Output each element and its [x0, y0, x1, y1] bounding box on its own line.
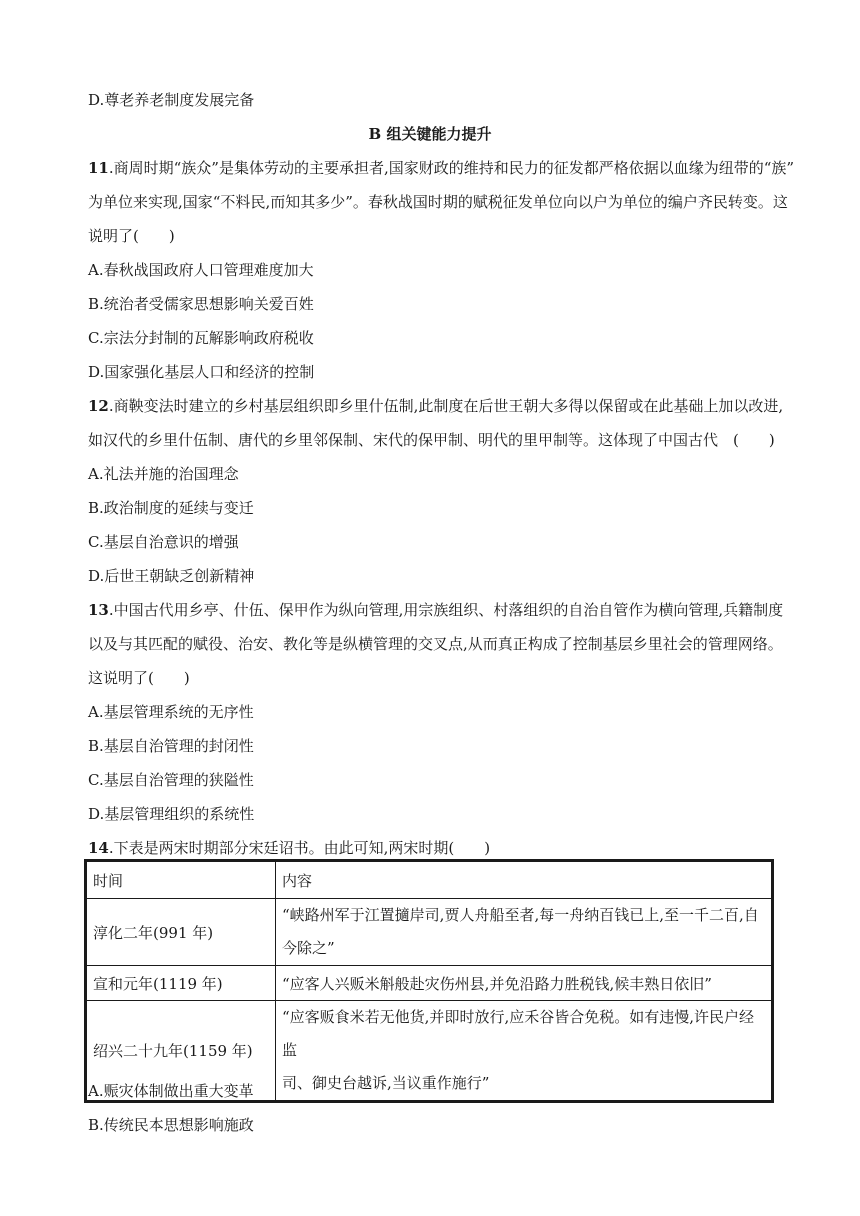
- q13-option-d: D.基层管理组织的系统性: [88, 805, 255, 823]
- table-header-content: 内容: [276, 861, 773, 899]
- q11-option-c: C.宗法分封制的瓦解影响政府税收: [88, 329, 314, 347]
- table-cell-time: 宣和元年(1119 年): [86, 966, 276, 1001]
- q12-stem-line-1: 12.商鞅变法时建立的乡村基层组织即乡里什伍制,此制度在后世王朝大多得以保留或在此基础上加以改进,: [88, 397, 784, 415]
- q13-number: 13: [88, 601, 109, 619]
- table-cell-content: “应客贩食米若无他货,并即时放行,应禾谷皆合免税。如有违慢,许民户经监 司、御史台越诉,当议重作施行”: [276, 1001, 773, 1102]
- q11-stem-line-3: 说明了( ): [88, 227, 175, 245]
- q13-stem-line-3: 这说明了( ): [88, 669, 190, 687]
- q12-number: 12: [88, 397, 109, 415]
- q14-option-b: B.传统民本思想影响施政: [88, 1116, 254, 1134]
- q12-option-a: A.礼法并施的治国理念: [88, 465, 239, 483]
- q13-option-c: C.基层自治管理的狭隘性: [88, 771, 254, 789]
- q14-stem-line-1: 14.下表是两宋时期部分宋廷诏书。由此可知,两宋时期( ): [88, 839, 491, 857]
- q11-option-b: B.统治者受儒家思想影响关爱百姓: [88, 295, 314, 313]
- table-cell-time: 绍兴二十九年(1159 年): [86, 1001, 276, 1102]
- q13-option-b: B.基层自治管理的封闭性: [88, 737, 254, 755]
- q11-option-d: D.国家强化基层人口和经济的控制: [88, 363, 315, 381]
- q12-option-c: C.基层自治意识的增强: [88, 533, 239, 551]
- q12-stem-line-2: 如汉代的乡里什伍制、唐代的乡里邻保制、宋代的保甲制、明代的里甲制等。这体现了中国古代 ( ): [88, 431, 775, 449]
- section-heading: B 组关键能力提升: [368, 125, 492, 143]
- table-header-row: [86, 861, 773, 899]
- q14-number: 14: [88, 839, 109, 857]
- table-cell-content: “应客人兴贩米斛般赴灾伤州县,并免沿路力胜税钱,候丰熟日依旧”: [276, 966, 773, 1001]
- table-row: [86, 899, 773, 966]
- table-header-time: 时间: [86, 861, 276, 899]
- table-row: [86, 966, 773, 1001]
- q11-stem-line-1: 11.商周时期“族众”是集体劳动的主要承担者,国家财政的维持和民力的征发都严格依据以血缘为纽带的“族”: [88, 159, 795, 177]
- prev-option-d: D.尊老养老制度发展完备: [88, 91, 255, 109]
- q12-option-b: B.政治制度的延续与变迁: [88, 499, 254, 517]
- q13-option-a: A.基层管理系统的无序性: [88, 703, 254, 721]
- q11-stem-line-2: 为单位来实现,国家“不料民,而知其多少”。春秋战国时期的赋税征发单位向以户为单位的编户齐民转变。这: [88, 193, 788, 211]
- q11-number: 11: [88, 159, 109, 177]
- q13-stem-line-1: 13.中国古代用乡亭、什伍、保甲作为纵向管理,用宗族组织、村落组织的自治自管作为横向管理,兵籍制度: [88, 601, 784, 619]
- table-cell-content: “峡路州军于江置擿岸司,贾人舟船至者,每一舟纳百钱已上,至一千二百,自 今除之”: [276, 899, 773, 966]
- edict-table: [84, 859, 774, 1103]
- q13-stem-line-2: 以及与其匹配的赋役、治安、教化等是纵横管理的交叉点,从而真正构成了控制基层乡里社会的管理网络。: [88, 635, 783, 653]
- q12-option-d: D.后世王朝缺乏创新精神: [88, 567, 255, 585]
- q11-option-a: A.春秋战国政府人口管理难度加大: [88, 261, 314, 279]
- q14-option-a: A.赈灾体制做出重大变革: [88, 1082, 254, 1100]
- table-cell-time: 淳化二年(991 年): [86, 899, 276, 966]
